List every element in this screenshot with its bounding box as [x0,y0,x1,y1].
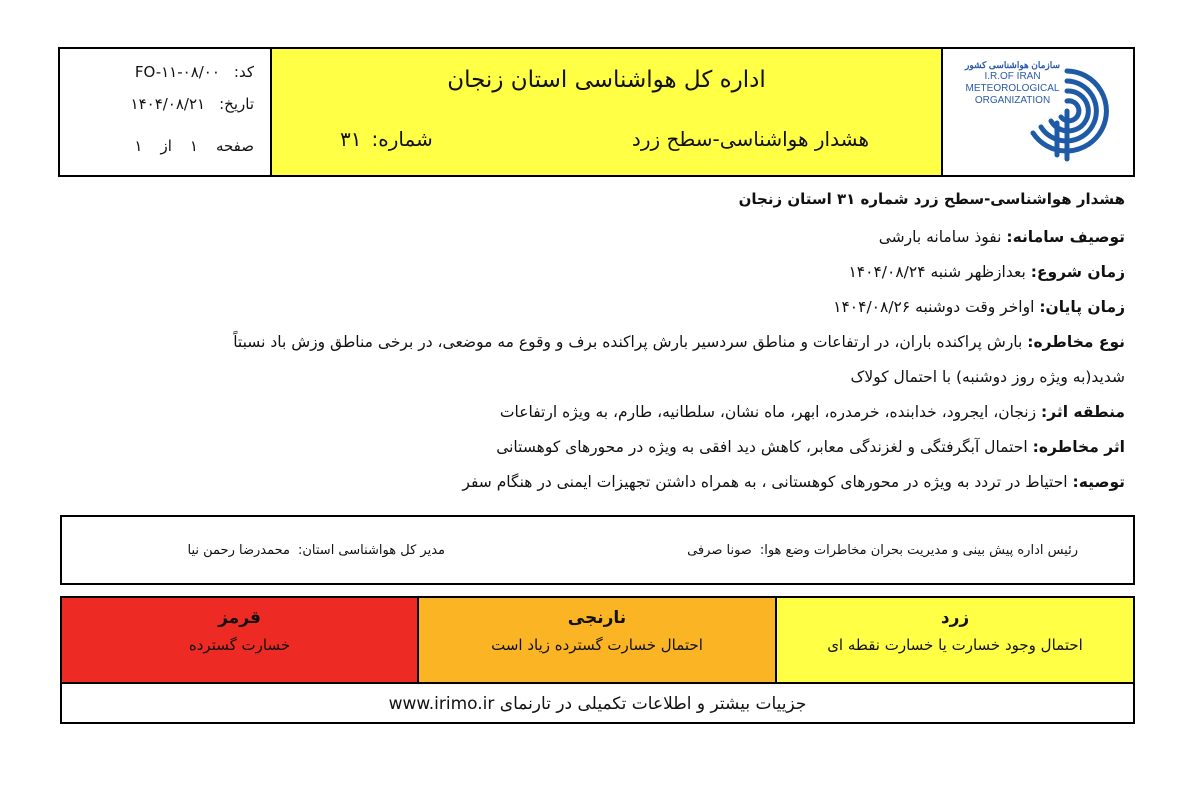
director-title: مدیر کل هواشناسی استان: [297,543,445,558]
legend-red [62,598,419,682]
end-value: اواخر وقت دوشنبه ۱۴۰۴/۰۸/۲۶ [833,298,1035,316]
title-panel [272,49,943,175]
legend-red-desc: خسارت گسترده [188,636,291,654]
start-value: بعدازظهر شنبه ۱۴۰۴/۰۸/۲۴ [848,263,1026,281]
page-total: ۱ [134,137,143,155]
page-of: از [160,137,172,155]
code-label: کد: [233,63,254,81]
date-label: تاریخ: [219,95,254,113]
legend-yellow-desc: احتمال وجود خسارت یا خسارت نقطه ای [827,636,1083,654]
legend-orange-name: نارنجی [567,608,627,628]
irimo-logo-icon [1023,63,1111,163]
advice-line [65,465,1125,500]
warning-number [340,127,433,151]
system-label: توصیف سامانه: [1006,228,1125,246]
legend-levels [62,598,1133,684]
page-label: صفحه [215,137,254,155]
director-signature [188,543,445,558]
end-label: زمان پایان: [1039,298,1125,316]
effect-value: احتمال آبگرفتگی و لغزندگی معابر، کاهش دید افقی به ویژه در محورهای کوهستانی [496,438,1028,456]
footer-website-note: جزییات بیشتر و اطلاعات تکمیلی در تارنمای www.irimo.ir [388,694,807,714]
date-value: ۱۴۰۴/۰۸/۲۱ [130,95,206,113]
doc-meta-panel [60,49,272,175]
logo-fa-text: سازمان هواشناسی کشور [964,60,1061,70]
start-label: زمان شروع: [1030,263,1125,281]
code-value: FO-۱۱-۰۸/۰۰ [134,63,220,81]
effect-label: اثر مخاطره: [1032,438,1125,456]
head-title: رئیس اداره پیش بینی و مدیریت بحران مخاطرات وضع هوا: [759,543,1078,558]
date-row [131,95,254,113]
advice-label: توصیه: [1072,473,1125,491]
system-line [65,220,1125,255]
end-line [65,290,1125,325]
director-name: محمدرضا رحمن نیا [187,543,290,558]
legend-orange [419,598,777,682]
effect-line [65,430,1125,465]
document-header [58,47,1135,177]
warning-body [65,190,1125,500]
advice-value: احتیاط در تردد به ویژه در محورهای کوهستانی ، به همراه داشتن تجهیزات ایمنی در هنگام سفر [462,473,1068,491]
number-value: ۳۱ [340,127,362,151]
legend-yellow [777,598,1133,682]
hazard-type-value: بارش پراکنده باران، در ارتفاعات و مناطق سردسیر بارش پراکنده برف و وقوع مه موضعی، در برخی مناطق وزش باد نسبتاً [233,333,1023,351]
logo-panel [943,49,1133,175]
head-name: صونا صرفی [687,543,752,558]
hazard-type-value-cont: شدید(به ویژه روز دوشنبه) با احتمال کولاک [850,368,1125,386]
code-row [135,63,254,81]
org-title: اداره کل هواشناسی استان زنجان [447,67,766,93]
legend-yellow-name: زرد [940,608,970,628]
system-value: نفوذ سامانه بارشی [878,228,1002,246]
logo-line3: ORGANIZATION [974,95,1051,106]
warning-level-title: هشدار هواشناسی-سطح زرد [631,127,869,151]
number-label: شماره: [371,127,433,151]
signature-box [60,515,1135,585]
logo-line1: I.R.OF IRAN [984,71,1041,82]
hazard-type-label: نوع مخاطره: [1027,333,1125,351]
area-value: زنجان، ایجرود، خدابنده، خرمدره، ابهر، ماه نشان، سلطانیه، طارم، به ویژه ارتفاعات [499,403,1037,421]
legend-red-name: قرمز [218,608,261,628]
logo-line2: METEOROLOGICAL [965,83,1060,94]
head-signature [687,543,1078,558]
legend-orange-desc: احتمال خسارت گسترده زیاد است [491,636,703,654]
page-current: ۱ [189,137,198,155]
hazard-type-line-cont [65,360,1125,395]
hazard-type-line [65,325,1125,360]
warning-level-legend [60,596,1135,724]
page-row [134,137,254,155]
area-line [65,395,1125,430]
area-label: منطقه اثر: [1041,403,1125,421]
warning-subject: هشدار هواشناسی-سطح زرد شماره ۳۱ استان زنجان [738,190,1125,208]
start-line [65,255,1125,290]
